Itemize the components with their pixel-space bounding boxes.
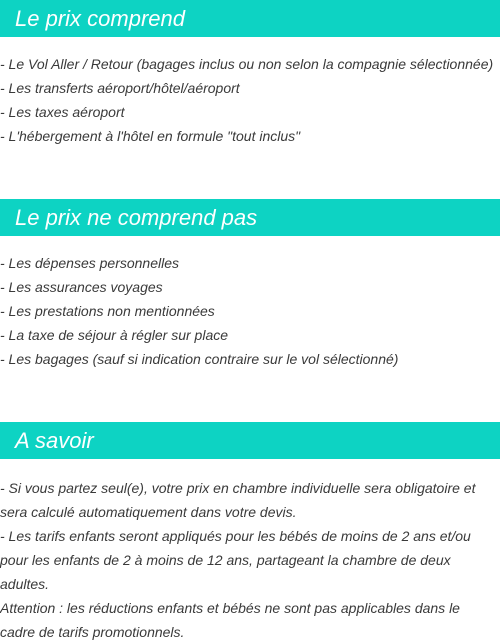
list-item: - Les dépenses personnelles bbox=[0, 255, 180, 271]
info-paragraph: - Si vous partez seul(e), votre prix en chambre individuelle sera obligatoire et sera calculé automatiquement dans votre devis. bbox=[0, 480, 476, 520]
price-excludes-list bbox=[0, 251, 500, 371]
price-includes-header: Le prix comprend bbox=[0, 0, 500, 37]
list-item: - Les transferts aéroport/hôtel/aéroport bbox=[0, 80, 240, 96]
list-item: - Les bagages (sauf si indication contraire sur le vol sélectionné) bbox=[0, 351, 399, 367]
price-excludes-header: Le prix ne comprend pas bbox=[0, 199, 500, 236]
price-includes-list bbox=[0, 52, 500, 148]
info-paragraph: Attention : les réductions enfants et bébés ne sont pas applicables dans le cadre de tarifs promotionnels. bbox=[0, 600, 460, 640]
list-item: - La taxe de séjour à régler sur place bbox=[0, 327, 229, 343]
info-paragraph: - Les tarifs enfants seront appliqués pour les bébés de moins de 2 ans et/ou pour les enfants de 2 à moins de 12 ans, partageant la chambre de deux adultes. bbox=[0, 528, 471, 592]
good-to-know-header: A savoir bbox=[0, 422, 500, 459]
list-item: - L'hébergement à l'hôtel en formule "tout inclus" bbox=[0, 128, 301, 144]
list-item: - Les prestations non mentionnées bbox=[0, 303, 215, 319]
price-excludes-section bbox=[0, 199, 500, 371]
price-includes-section bbox=[0, 0, 500, 148]
good-to-know-text bbox=[0, 476, 500, 644]
good-to-know-section bbox=[0, 422, 500, 644]
list-item: - Les taxes aéroport bbox=[0, 104, 125, 120]
list-item: - Le Vol Aller / Retour (bagages inclus ou non selon la compagnie sélectionnée) bbox=[0, 56, 494, 72]
list-item: - Les assurances voyages bbox=[0, 279, 163, 295]
